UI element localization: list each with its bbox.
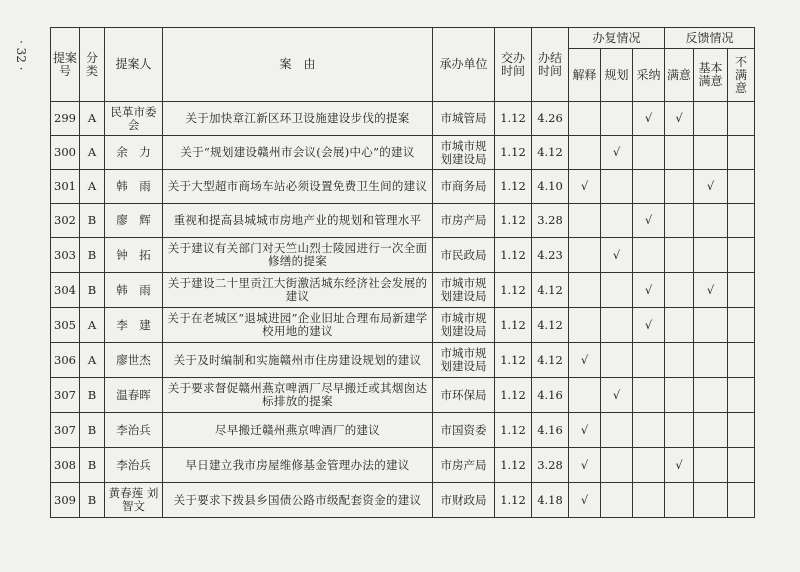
cell-reason: 重视和提高县城城市房地产业的规划和管理水平 <box>163 204 433 238</box>
page-number: · 32 · <box>14 40 28 71</box>
cell-reason: 关于要求下拨县乡国债公路市级配套资金的建议 <box>163 483 433 518</box>
check-reply-adopt: √ <box>633 204 665 238</box>
cell-reason: 关于加快章江新区环卫设施建设步伐的提案 <box>163 102 433 136</box>
header-complete-time: 办结时间 <box>532 28 569 102</box>
check-feedback-satisfied <box>665 204 694 238</box>
cell-complete: 4.26 <box>532 102 569 136</box>
cell-proposer: 余 力 <box>105 136 163 170</box>
table-row <box>51 273 755 308</box>
cell-no: 300 <box>51 136 80 170</box>
check-feedback-basic <box>694 448 728 483</box>
cell-category: A <box>80 136 105 170</box>
check-reply-plan <box>601 448 633 483</box>
cell-handler: 市房产局 <box>433 448 495 483</box>
check-feedback-unsatisfied <box>728 136 755 170</box>
cell-handler: 市城市规划建设局 <box>433 343 495 378</box>
cell-reason: 早日建立我市房屋维修基金管理办法的建议 <box>163 448 433 483</box>
cell-handler: 市城管局 <box>433 102 495 136</box>
table-row <box>51 378 755 413</box>
header-proposer: 提案人 <box>105 28 163 102</box>
check-reply-adopt <box>633 378 665 413</box>
check-reply-adopt <box>633 343 665 378</box>
check-reply-plan: √ <box>601 136 633 170</box>
cell-transfer: 1.12 <box>495 448 532 483</box>
check-reply-explain <box>569 238 601 273</box>
cell-transfer: 1.12 <box>495 170 532 204</box>
cell-reason: 关于建议有关部门对天竺山烈士陵园进行一次全面修缮的提案 <box>163 238 433 273</box>
cell-no: 301 <box>51 170 80 204</box>
cell-transfer: 1.12 <box>495 238 532 273</box>
header-transfer-time: 交办时间 <box>495 28 532 102</box>
header-category: 分类 <box>80 28 105 102</box>
cell-reason: 尽早搬迁赣州燕京啤酒厂的建议 <box>163 413 433 448</box>
header-reply-group: 办复情况 <box>569 28 665 49</box>
check-feedback-unsatisfied <box>728 273 755 308</box>
header-reply-plan: 规划 <box>601 49 633 102</box>
cell-handler: 市城市规划建设局 <box>433 136 495 170</box>
table-row <box>51 413 755 448</box>
check-reply-adopt <box>633 136 665 170</box>
cell-complete: 4.12 <box>532 308 569 343</box>
header-feedback-basic: 基本满意 <box>694 49 728 102</box>
cell-transfer: 1.12 <box>495 308 532 343</box>
cell-handler: 市民政局 <box>433 238 495 273</box>
cell-handler: 市城市规划建设局 <box>433 273 495 308</box>
cell-handler: 市商务局 <box>433 170 495 204</box>
cell-no: 308 <box>51 448 80 483</box>
check-feedback-unsatisfied <box>728 238 755 273</box>
cell-reason: 关于在老城区“退城进园”企业旧址合理布局新建学校用地的建议 <box>163 308 433 343</box>
check-reply-explain <box>569 204 601 238</box>
check-feedback-basic <box>694 378 728 413</box>
check-feedback-unsatisfied <box>728 308 755 343</box>
check-feedback-basic <box>694 413 728 448</box>
check-reply-adopt <box>633 238 665 273</box>
check-reply-adopt: √ <box>633 308 665 343</box>
cell-proposer: 钟 拓 <box>105 238 163 273</box>
cell-proposer: 韩 雨 <box>105 273 163 308</box>
check-reply-explain: √ <box>569 413 601 448</box>
check-feedback-unsatisfied <box>728 413 755 448</box>
cell-reason: 关于及时编制和实施赣州市住房建设规划的建议 <box>163 343 433 378</box>
cell-reason: 关于大型超市商场车站必须设置免费卫生间的建议 <box>163 170 433 204</box>
table-row <box>51 204 755 238</box>
table-row <box>51 343 755 378</box>
check-feedback-satisfied <box>665 238 694 273</box>
check-reply-explain <box>569 378 601 413</box>
cell-no: 304 <box>51 273 80 308</box>
check-feedback-satisfied: √ <box>665 102 694 136</box>
check-feedback-basic: √ <box>694 273 728 308</box>
cell-proposer: 李治兵 <box>105 448 163 483</box>
check-feedback-basic <box>694 308 728 343</box>
cell-no: 309 <box>51 483 80 518</box>
cell-proposer: 黄春莲 刘智文 <box>105 483 163 518</box>
cell-no: 299 <box>51 102 80 136</box>
cell-category: B <box>80 483 105 518</box>
check-reply-plan: √ <box>601 238 633 273</box>
header-reply-adopt: 采纳 <box>633 49 665 102</box>
cell-complete: 4.16 <box>532 378 569 413</box>
check-feedback-basic <box>694 136 728 170</box>
check-feedback-basic <box>694 204 728 238</box>
cell-handler: 市国资委 <box>433 413 495 448</box>
check-reply-adopt <box>633 483 665 518</box>
cell-reason: 关于要求督促赣州燕京啤酒厂尽早搬迁或其烟囱达标排放的提案 <box>163 378 433 413</box>
cell-proposer: 韩 雨 <box>105 170 163 204</box>
check-reply-plan <box>601 343 633 378</box>
cell-complete: 4.10 <box>532 170 569 204</box>
check-reply-plan <box>601 273 633 308</box>
check-feedback-unsatisfied <box>728 378 755 413</box>
check-feedback-basic: √ <box>694 170 728 204</box>
cell-category: B <box>80 413 105 448</box>
cell-transfer: 1.12 <box>495 378 532 413</box>
cell-proposer: 民革市委会 <box>105 102 163 136</box>
check-feedback-satisfied <box>665 378 694 413</box>
cell-category: B <box>80 448 105 483</box>
check-feedback-unsatisfied <box>728 102 755 136</box>
cell-transfer: 1.12 <box>495 343 532 378</box>
check-reply-adopt <box>633 413 665 448</box>
check-feedback-basic <box>694 483 728 518</box>
cell-category: B <box>80 204 105 238</box>
cell-category: B <box>80 378 105 413</box>
header-feedback-group: 反馈情况 <box>665 28 755 49</box>
table-row <box>51 170 755 204</box>
cell-handler: 市环保局 <box>433 378 495 413</box>
check-reply-plan: √ <box>601 378 633 413</box>
cell-proposer: 李 建 <box>105 308 163 343</box>
cell-complete: 4.12 <box>532 273 569 308</box>
check-reply-explain: √ <box>569 483 601 518</box>
cell-proposer: 温春晖 <box>105 378 163 413</box>
table-row <box>51 136 755 170</box>
check-reply-plan <box>601 204 633 238</box>
check-reply-adopt <box>633 448 665 483</box>
cell-category: A <box>80 170 105 204</box>
check-feedback-satisfied <box>665 413 694 448</box>
check-reply-explain: √ <box>569 343 601 378</box>
check-reply-plan <box>601 102 633 136</box>
check-reply-plan <box>601 308 633 343</box>
table-row <box>51 102 755 136</box>
table-row <box>51 308 755 343</box>
cell-reason: 关于“规划建设赣州市会议(会展)中心”的建议 <box>163 136 433 170</box>
cell-no: 302 <box>51 204 80 238</box>
cell-proposer: 廖世杰 <box>105 343 163 378</box>
check-reply-explain <box>569 273 601 308</box>
header-handler: 承办单位 <box>433 28 495 102</box>
cell-transfer: 1.12 <box>495 204 532 238</box>
cell-transfer: 1.12 <box>495 273 532 308</box>
check-reply-explain <box>569 308 601 343</box>
cell-category: B <box>80 238 105 273</box>
check-reply-plan <box>601 170 633 204</box>
check-feedback-satisfied <box>665 308 694 343</box>
check-feedback-satisfied <box>665 136 694 170</box>
cell-handler: 市城市规划建设局 <box>433 308 495 343</box>
check-reply-explain: √ <box>569 448 601 483</box>
check-feedback-unsatisfied <box>728 204 755 238</box>
header-proposal-no: 提案号 <box>51 28 80 102</box>
cell-no: 303 <box>51 238 80 273</box>
check-feedback-unsatisfied <box>728 448 755 483</box>
cell-reason: 关于建设二十里贡江大街激活城东经济社会发展的建议 <box>163 273 433 308</box>
check-feedback-unsatisfied <box>728 170 755 204</box>
cell-transfer: 1.12 <box>495 136 532 170</box>
check-feedback-basic <box>694 343 728 378</box>
cell-complete: 4.16 <box>532 413 569 448</box>
check-reply-plan <box>601 413 633 448</box>
check-feedback-satisfied <box>665 170 694 204</box>
header-reason: 案 由 <box>163 28 433 102</box>
table-row <box>51 238 755 273</box>
header-reply-explain: 解释 <box>569 49 601 102</box>
cell-transfer: 1.12 <box>495 483 532 518</box>
check-feedback-unsatisfied <box>728 483 755 518</box>
cell-category: A <box>80 308 105 343</box>
check-feedback-satisfied <box>665 343 694 378</box>
check-reply-explain: √ <box>569 170 601 204</box>
cell-transfer: 1.12 <box>495 102 532 136</box>
cell-complete: 4.18 <box>532 483 569 518</box>
cell-handler: 市房产局 <box>433 204 495 238</box>
check-reply-adopt: √ <box>633 273 665 308</box>
cell-handler: 市财政局 <box>433 483 495 518</box>
cell-complete: 3.28 <box>532 448 569 483</box>
cell-complete: 4.12 <box>532 136 569 170</box>
cell-no: 306 <box>51 343 80 378</box>
cell-category: A <box>80 343 105 378</box>
cell-proposer: 廖 辉 <box>105 204 163 238</box>
cell-transfer: 1.12 <box>495 413 532 448</box>
check-reply-explain <box>569 102 601 136</box>
header-feedback-unsatisfied: 不满意 <box>728 49 755 102</box>
check-feedback-basic <box>694 102 728 136</box>
cell-category: A <box>80 102 105 136</box>
check-feedback-satisfied <box>665 273 694 308</box>
check-feedback-basic <box>694 238 728 273</box>
check-feedback-satisfied: √ <box>665 448 694 483</box>
cell-complete: 3.28 <box>532 204 569 238</box>
cell-proposer: 李治兵 <box>105 413 163 448</box>
cell-no: 307 <box>51 413 80 448</box>
table-row <box>51 483 755 518</box>
table-row <box>51 448 755 483</box>
check-feedback-unsatisfied <box>728 343 755 378</box>
table-body <box>51 102 755 518</box>
check-reply-adopt: √ <box>633 102 665 136</box>
check-reply-adopt <box>633 170 665 204</box>
cell-complete: 4.12 <box>532 343 569 378</box>
cell-no: 305 <box>51 308 80 343</box>
cell-no: 307 <box>51 378 80 413</box>
check-feedback-satisfied <box>665 483 694 518</box>
cell-category: B <box>80 273 105 308</box>
check-reply-explain <box>569 136 601 170</box>
header-feedback-satisfied: 满意 <box>665 49 694 102</box>
check-reply-plan <box>601 483 633 518</box>
proposal-table <box>50 27 755 518</box>
cell-complete: 4.23 <box>532 238 569 273</box>
